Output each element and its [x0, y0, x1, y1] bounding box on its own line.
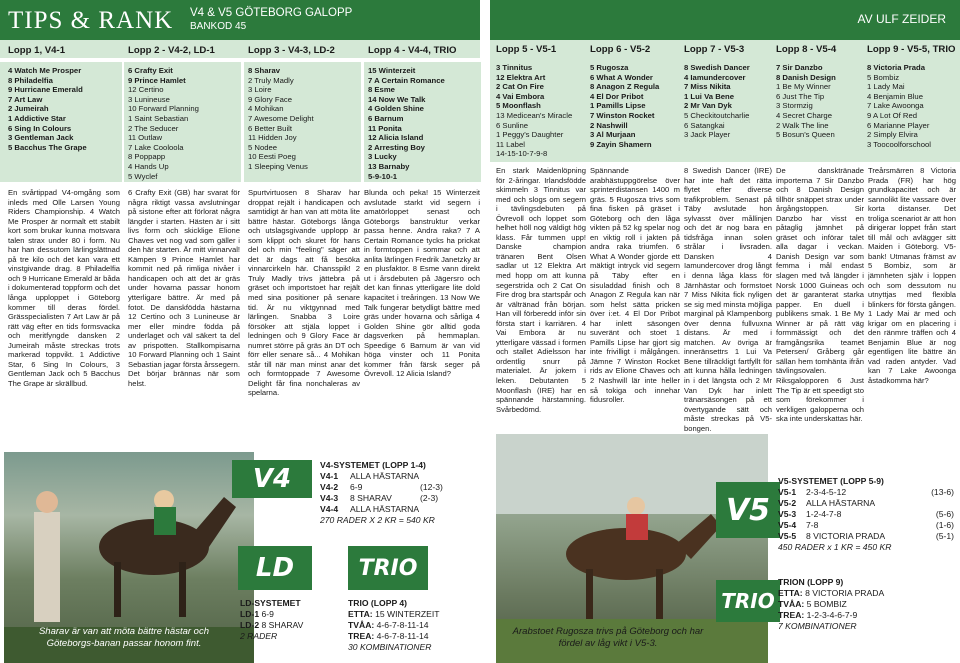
rank-item: 11 Ponita [368, 123, 402, 133]
row-value: 2-3-4-5-12 [806, 487, 847, 497]
trio9-system [778, 577, 954, 632]
rank-item: 9 Prince Hamlet [128, 75, 186, 85]
lopp-label: Lopp 3 - V4-3, LD-2 [248, 45, 335, 56]
v5-row [778, 487, 954, 498]
rank-item: 1 Sleeping Venus [248, 161, 308, 171]
rank-item: 14 Now We Talk [368, 94, 426, 104]
row-key: LD-1 [240, 609, 260, 619]
rank-item: 13 Barnaby [368, 161, 410, 171]
rank-item: 15 Winterzeit [368, 66, 416, 75]
race-comment: De dansktränade importerna 7 Sir Danzbo och 8 Danish Design tillhör snäppet strax under årgångstoppen. Sir Danzbo har visst en påtaglig jämnhet på gräset och införar talet alla dagar i veckan. Danish Design var som femma i mål endast slagen med två längder i Norsk 1000 Guineas och det är garanterat starka papper. En duell i publikens smak. 1 Be My Winner är på rätt väg formmässigt och det framgångsrika teamet Petersen/ Gråberg går sällan hem tomhänta ifrån tävlingsovalen. Riksgalopporen 6 Just The Tip är ett speedigt sto som förekommer i verkligen galopperna och ska inte underskattas här. [776, 166, 864, 424]
ld-footer: 2 RADER [240, 631, 278, 641]
rank-list-3 [248, 66, 358, 172]
race-comment: Spurtvirtuosen 8 Sharav har droppat rejält i handicapen och samtidigt är han van att möta lite bättre hästar. Göteborgs långa och utslagsgivande upplopp är som klippt och skuret för hans del och min "feeling" säger att det är dags att få besöka vinnarcirkeln här. Chansspik! 2 Truly Madly trivs jättebra på gräset och importstoet har rejält med sina positioner på senare tid. Är nu viktgynnad med lärlingen. Snabba 3 Loire försöker att stjäla loppet i ledningen och 9 Glory Face är numret större på gräs än DT och förr eller senare så... 4 Mohikan står till när man minst anar det och formtoppade 7 Awesome Delight får fina nonchaleras av spelarna. [248, 188, 360, 398]
rank-item: 1 Lui Va Bene [684, 91, 734, 101]
rank-item: 6 Satangkai [684, 120, 725, 130]
rank-item: 2 Walk The line [776, 120, 829, 130]
rank-item: 2 Mr Van Dyk [684, 101, 732, 111]
row-value: 6-9 [350, 482, 363, 492]
row-value: 5 BOMBIZ [806, 599, 847, 609]
rank-item: 9 Glory Face [248, 94, 293, 104]
rank-item: 4 Hands Up [128, 161, 169, 171]
trio9-row [778, 599, 954, 610]
rank-item: 3 Toocoolforschool [867, 139, 931, 149]
rank-item: 4 Benjamin Blue [867, 91, 923, 101]
race-comment: En svårtippad V4-omgång som inleds med Olle Larsen Young Riders Championship. 4 Watch Me Prosper är normalt ett stabilt kort som brukar kunna motsvara talen strax under 80 i form. Nu har han dessutom lärlingslättnad på tre kilo och det kan vara ett vinstgivande drag. 8 Philadelfia och 9 Hurricane Emerald är båda i dokumenterad toppform och det långa upploppet i Göteborg kommer till deras fördel. Grässpecialisten 7 Art Law är på rätt väg efter en tids formsvacka och meritfyngde dansken 2 Jumeirah måste streckas trots markerad toppvikt. 1 Addictive Star, 6 Sing In Colours, 3 Gentleman Jack och 5 Bacchus The Grape är skrällbud. [8, 188, 120, 388]
rank-item: 2 Truly Madly [248, 75, 294, 85]
row-value: 8 SHARAV [261, 620, 304, 630]
rank-item: 4 Vai Embora [496, 91, 545, 101]
row-key: V5-5 [778, 531, 797, 541]
trio9-title: TRION (LOPP 9) [778, 577, 844, 587]
rank-item: 3 Lunineuse [128, 94, 170, 104]
lopp-label: Lopp 5 - V5-1 [496, 44, 557, 55]
rank-item: 4 Mohikan [248, 104, 284, 114]
rank-item: 6 Crafty Exit [128, 66, 173, 75]
rank-item: 7 Awesome Delight [248, 113, 314, 123]
rank-list-6 [590, 63, 682, 149]
v5-footer: 450 RADER x 1 KR = 450 KR [778, 542, 892, 552]
rank-item: 14-15-10-7-9-8 [496, 149, 548, 159]
rank-item: 7 Lake Cooloola [128, 142, 184, 152]
trio4-row [348, 620, 478, 631]
rank-list-5 [496, 63, 588, 159]
rank-item: 5 Bacchus The Grape [8, 142, 87, 152]
row-reserve: (5-6) [935, 509, 954, 519]
rank-item: 10 Eesti Poeg [248, 152, 296, 162]
v4-footer: 270 RADER X 2 KR = 540 KR [320, 515, 435, 525]
subtitle-line-1: V4 & V5 GÖTEBORG GALOPP [190, 7, 353, 19]
rank-item: 1 Saint Sebastian [128, 113, 189, 123]
trio4-row [348, 631, 478, 642]
rank-item: 3 Jack Player [684, 130, 731, 140]
rank-item: 5-9-10-1 [368, 171, 398, 181]
v4-row [320, 493, 460, 504]
lopp-label: Lopp 1, V4-1 [8, 45, 66, 56]
row-key: ETTA: [778, 588, 803, 598]
row-key: TREA: [348, 631, 375, 641]
rank-item: 5 Nodee [248, 142, 278, 152]
v4-row [320, 504, 460, 515]
rank-item: 3 Lucky [368, 152, 397, 162]
rank-list-1 [8, 66, 120, 152]
row-key: V4-2 [320, 482, 339, 492]
rank-item: 1 Peggy's Daughter [496, 130, 564, 140]
rank-item: 6 Better Built [248, 123, 293, 133]
rank-item: 4 Secret Charge [776, 110, 832, 120]
ld-logo: LD [238, 546, 312, 590]
row-value: 6-9 [261, 609, 274, 619]
rank-item: 8 Esme [368, 85, 395, 95]
rank-item: 3 Al Murjaan [590, 130, 636, 140]
rank-item: 4 Watch Me Prosper [8, 66, 82, 75]
trio-logo: TRIO [716, 580, 780, 622]
rank-item: 12 Certino [128, 85, 164, 95]
trio9-row [778, 588, 954, 599]
race-comment: Blunda och peka! 15 Winterzeit avslutade starkt vid segern i amatörloppet senast och Göteborgs banstruktur verkar passa henne. Andra raka? 7 A Certain Romance tycks ha prickat in formtoppen i sommar och att anlita lärlingen Fredrik Janetzky är en plusfaktor. 8 Esme vann direkt ut i årsdebuten på Jägersro och det kan finnas ytterligare lite dold kapacitet i treåringen. 13 Now We Talk fungerar betydligt bättre med gräs under hovarna och sårliga 4 Golden Shine gör alltid goda dagsverken på hemmaplan. Speedige 6 Barnum är van vid höga vinster och 11 Ponita kommer från färsk seger på Övrevoll. 12 Alicia Island? [364, 188, 480, 379]
ld-title: LD-SYSTEMET [240, 598, 301, 608]
rank-list-9 [867, 63, 959, 149]
rank-item: 5 Bosun's Queen [776, 130, 835, 140]
row-key: ETTA: [348, 609, 373, 619]
trio9-footer: 7 KOMBINATIONER [778, 621, 857, 631]
ld-system [240, 598, 340, 642]
rank-item: 12 Alicia Island [368, 133, 424, 143]
row-value: 8 VICTORIA PRADA [806, 531, 886, 541]
v4-row [320, 482, 460, 493]
lopp-label: Lopp 8 - V5-4 [776, 44, 837, 55]
lopp-label: Lopp 9 - V5-5, TRIO [867, 44, 956, 55]
race-comment: 8 Swedish Dancer (IRE) har inte haft det rätta flytet efter diverse trafikproblem. Senast på Täby avslutade hon sylvasst över mållinjen och det är nog bara en tidsfråga innan solen strålar i livsraden. Dansken 4 Iamundercover drog långt i denna låga klass för Järnhästar och formstoet 7 Miss Nikita fick nyligen se sig med minsta möjliga marginal på Klampenborg över denna fullvuxna distans. Är med i matchen. Av övriga är inneränsettrs 1 Lui Va Bene tillräckligt fartfyllt för att kunna hålla ledningen in i det längsta och 2 Mr Van Dyk har inlett tränarsäsongen på ett övertygande sätt och måste streckas på V5-bongen. [684, 166, 772, 433]
row-reserve: (5-1) [935, 531, 954, 541]
row-value: 4-6-7-8-11-14 [376, 631, 429, 641]
rank-item: 2 Arresting Boy [368, 142, 425, 152]
rank-item: 8 Victoria Prada [867, 63, 925, 72]
v4-logo: V4 [232, 460, 312, 498]
v4-title: V4-SYSTEMET (LOPP 1-4) [320, 460, 426, 470]
rank-list-8 [776, 63, 866, 140]
rank-item: 11 Hidden Joy [248, 133, 297, 143]
v5-logo: V5 [716, 482, 780, 538]
row-key: V5-1 [778, 487, 797, 497]
row-value: 7-8 [806, 520, 819, 530]
v5-row [778, 531, 954, 542]
rank-item: 5 Bombiz [867, 72, 900, 82]
rank-item: 2 Cat On Fire [496, 82, 544, 92]
rank-item: 1 Be My Winner [776, 82, 831, 92]
rank-item: 11 Label [496, 139, 525, 149]
row-key: TREA: [778, 610, 805, 620]
rank-list-7 [684, 63, 774, 140]
race-comment: En stark Maidenlöpning för 2-åringar. Irlandsfödde skimmeln 3 Tinnitus var med och slogs om segern i tävlingsdebuten på Övrevoll och loppet som helhet höll nog väldigt hög klass. Får tummen upp! Danske champion tränaren Bent Olsen sadlar ut 12 Elektra Art med hopp om att kunna segerstrida och 2 Cat On Fire drog bra startspår och är vältränad från början. Han vill förberedd inför sin första start i karriären. 4 Vai Embora är nu ytterligare vässad i formen och stallet Adielsson har ordentlig snurr på materialet. Är jokern i leken. Debutanten 5 Moonflash (IRE) har en spännande härstamning. Svårbedömd. [496, 166, 586, 414]
rank-item: 7 Miss Nikita [684, 82, 731, 92]
subtitle-line-2: BANKOD 45 [190, 21, 247, 32]
v4-row [320, 471, 460, 482]
rank-item: 5 Moonflash [496, 101, 541, 111]
rank-item: 8 Sharav [248, 66, 281, 75]
ld-row [240, 620, 340, 631]
row-value: 4-6-7-8-11-14 [376, 620, 429, 630]
v5-row [778, 520, 954, 531]
row-key: V5-4 [778, 520, 797, 530]
row-key: V4-3 [320, 493, 339, 503]
rank-item: 5 Rugosza [590, 63, 629, 72]
row-value: 1-2-3-4-6-7-9 [806, 610, 858, 620]
rank-item: 1 Lady Mai [867, 82, 905, 92]
header-subtitle [190, 7, 352, 33]
rank-item: 4 El Dor Pribot [590, 91, 644, 101]
row-key: V5-3 [778, 509, 797, 519]
race-comment: 6 Crafty Exit (GB) har svarat för några riktigt vassa avslutningar på sistone efter att förlorat några längder i starten. Hästen är i sitt livs form och skicklige Elione Chaves vet nog vad som gäller i den här starten. Är mitt vinnarval! Kämpen 9 Prince Hamlet har kommit ned på rimliga nivåer i handicapen och att det är gräs under hovarna passar honom ytterligare bättre. Är med på fotot. De danskfödda hästarna 12 Certino och 3 Lunineuse är mer eller mindre födda på underlaget och väl säkert ta del av prispotten. Stallkompisarna 10 Forward Planning och 1 Saint Sebastian jagar första årssegern. Det börjar brännas när som helst. [128, 188, 240, 388]
rank-item: 7 Lake Awoonga [867, 101, 924, 111]
rank-list-4 [368, 66, 478, 181]
rank-item: 3 Tinnitus [496, 63, 533, 72]
rank-item: 6 Sing In Colours [8, 123, 72, 133]
trio-logo: TRIO [348, 546, 428, 590]
rank-item: 6 Just The Tip [776, 91, 825, 101]
rank-item: 9 Hurricane Emerald [8, 85, 83, 95]
rank-item: 13 Medicean's Miracle [496, 110, 573, 120]
rank-item: 6 Barnum [368, 113, 404, 123]
row-reserve: (2-3) [420, 493, 439, 503]
rank-item: 9 A Lot Of Red [867, 110, 918, 120]
trio4-system [348, 598, 478, 653]
trio9-row [778, 610, 954, 621]
rank-item: 6 Sunline [496, 120, 529, 130]
rank-item: 2 The Seducer [128, 123, 179, 133]
row-reserve: (12-3) [420, 482, 443, 492]
v5-row [778, 498, 954, 509]
rank-item: 7 Art Law [8, 94, 43, 104]
trio4-title: TRIO (LOPP 4) [348, 598, 408, 608]
rank-item: 3 Loire [248, 85, 272, 95]
row-key: V5-2 [778, 498, 797, 508]
rank-item: 7 Winston Rocket [590, 110, 655, 120]
row-reserve: (1-6) [935, 520, 954, 530]
rank-item: 2 Simply Elvira [867, 130, 918, 140]
row-key: LD-2 [240, 620, 260, 630]
row-value: ALLA HÄSTARNA [350, 471, 420, 481]
lopp-label: Lopp 2 - V4-2, LD-1 [128, 45, 215, 56]
lopp-label: Lopp 4 - V4-4, TRIO [368, 45, 457, 56]
rank-item: 3 Stormzig [776, 101, 813, 111]
ld-row [240, 609, 340, 620]
trio4-row [348, 609, 478, 620]
lopp-label: Lopp 7 - V5-3 [684, 44, 745, 55]
v5-system [778, 476, 954, 553]
race-comment: Treårsmärren 8 Victoria Prada (FR) har hög grundkapacitet och är sannolikt lite vassare över korta distanser. Det troliga scenariot är att hon dirigerar loppet från start till mål och avlägger sitt Maiden i Göteborg. V5-bank! Utmanas främst av 5 Bombiz, som är jämnheten själv i loppen och som dessutom nu utnyttjas med flexibla blinkers för första gången. 1 Lady Mai är med och krigar om en placering i den ränmre träffen och 4 Benjamin Blue är nog egentligen lite bättre än vad raden antyder. Vad kan 7 Lake Awoonga åstadkomma här? [868, 166, 956, 386]
rank-item: 12 Elektra Art [496, 72, 546, 82]
rank-item: 4 Golden Shine [368, 104, 424, 114]
row-value: 8 SHARAV [350, 493, 392, 503]
rank-item: 5 Checkitoutcharlie [684, 110, 750, 120]
rank-item: 8 Philadelfia [8, 75, 53, 85]
row-value: 1-2-4-7-8 [806, 509, 842, 519]
rank-item: 5 Wyclef [128, 171, 158, 181]
page-title: TIPS & RANK [8, 7, 174, 34]
rank-item: 2 Jumeirah [8, 104, 49, 114]
photo-caption-right: Arabstoet Rugosza trivs på Göteborg och har fördel av låg vikt i V5-3. [512, 626, 704, 649]
rank-item: 6 Marianne Player [867, 120, 930, 130]
rank-item: 8 Anagon Z Regula [590, 82, 660, 92]
row-value: 15 WINTERZEIT [375, 609, 440, 619]
rank-item: 3 Gentleman Jack [8, 133, 74, 143]
photo-caption-left: Sharav är van att möta bättre hästar och Göteborgs-banan passar honom fint. [38, 626, 210, 649]
trio4-footer: 30 KOMBINATIONER [348, 642, 432, 652]
rank-list-2 [128, 66, 238, 181]
author-label: AV ULF ZEIDER [857, 12, 946, 26]
v5-row [778, 509, 954, 520]
rank-item: 8 Poppapp [128, 152, 166, 162]
row-key: TVÅA: [348, 620, 375, 630]
rank-item: 1 Pamills Lipse [590, 101, 646, 111]
row-key: TVÅA: [778, 599, 805, 609]
rank-item: 2 Nashwill [590, 120, 628, 130]
rank-item: 6 What A Wonder [590, 72, 653, 82]
v4-system [320, 460, 460, 526]
rank-item: 8 Swedish Dancer [684, 63, 750, 72]
lopp-label: Lopp 6 - V5-2 [590, 44, 651, 55]
rank-item: 10 Forward Planning [128, 104, 199, 114]
rank-item: 7 Sir Danzbo [776, 63, 823, 72]
race-comment: Spännande arabhästuppgörelse över sprinterdistansen 1400 m gräs. 5 Rugosza trivs som fina fisken på gräset i Göteborg och den låga vikten på 52 kg spelar nog en viktig roll i jakten på andra raka triumfen. 6 What A Wonder gjorde ett mäktigt intryck vid segern på Täby efter en sisuladdad finish och 8 Anagon Z Regula kan när som helst sätta pricken över i:et. 4 El Dor Pribot har inlett säsongen suveränt och stoet 1 Pamills Lipse har gjort sig inte frivilligt i målgången. Jämne 7 Winston Rocket rids av Elione Chaves och 2 Nashwill lär inte heller så tokiga och innehar fidusroller. [590, 166, 680, 405]
rank-item: 8 Danish Design [776, 72, 836, 82]
row-value: ALLA HÄSTARNA [350, 504, 420, 514]
row-reserve: (13-6) [931, 487, 954, 497]
row-value: ALLA HÄSTARNA [806, 498, 876, 508]
rank-item: 4 Iamundercover [684, 72, 746, 82]
v5-title: V5-SYSTEMET (LOPP 5-9) [778, 476, 884, 486]
rank-item: 7 A Certain Romance [368, 75, 445, 85]
rank-item: 11 Outlaw [128, 133, 163, 143]
rank-item: 1 Addictive Star [8, 113, 66, 123]
row-value: 8 VICTORIA PRADA [805, 588, 885, 598]
rank-item: 9 Zayin Shamern [590, 139, 652, 149]
row-key: V4-1 [320, 471, 339, 481]
row-key: V4-4 [320, 504, 339, 514]
